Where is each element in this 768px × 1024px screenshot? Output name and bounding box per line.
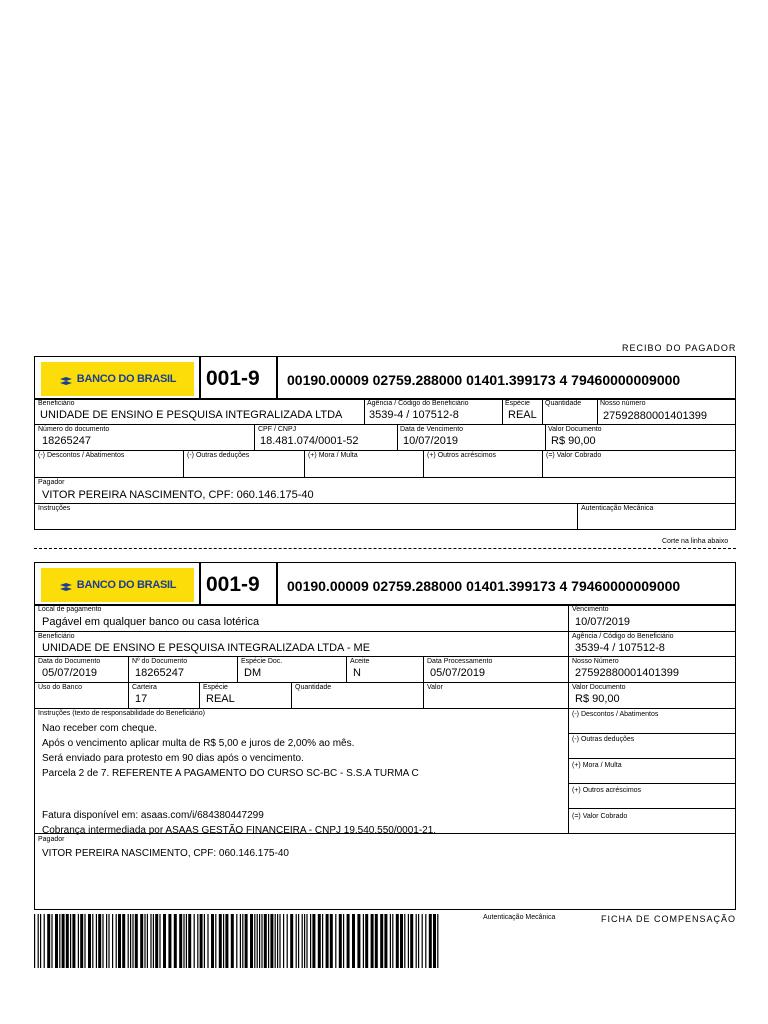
barcode-bar: [122, 914, 125, 968]
barcode-bar: [296, 914, 297, 968]
barcode-bar: [132, 914, 133, 968]
divider: [291, 683, 292, 708]
barcode-bar: [155, 914, 158, 968]
barcode-bar: [268, 914, 269, 968]
barcode-bar: [433, 914, 436, 968]
value-valor-documento: R$ 90,00: [575, 693, 620, 705]
barcode-bar: [144, 914, 145, 968]
barcode-bar: [306, 914, 307, 968]
barcode-bar: [194, 914, 195, 968]
barcode-bar: [270, 914, 273, 968]
value-especie-doc: DM: [244, 667, 262, 679]
divider: [128, 683, 129, 708]
label-especie-doc: Espécie Doc.: [241, 658, 283, 665]
divider: [34, 503, 736, 504]
label-outros-acrescimos: (+) Outros acréscimos: [572, 787, 642, 794]
divider: [568, 605, 569, 833]
barcode-bar: [225, 914, 228, 968]
divider: [568, 733, 736, 734]
value-beneficiario: UNIDADE DE ENSINO E PESQUISA INTEGRALIZADA LTDA - ME: [42, 642, 371, 654]
barcode-bar: [188, 914, 191, 968]
barcode-bar: [365, 914, 368, 968]
barcode-bar: [112, 914, 113, 968]
barcode-bar: [207, 914, 208, 968]
barcode-bar: [204, 914, 205, 968]
barcode-bar: [380, 914, 383, 968]
barcode-bar: [259, 914, 260, 968]
divider: [34, 450, 736, 451]
instruction-line: Cobrança intermediada por ASAAS GESTÃO FINANCEIRA - CNPJ 19.540.550/0001-21.: [42, 825, 437, 836]
value-num-documento: 18265247: [135, 667, 184, 679]
barcode-bar: [347, 914, 350, 968]
barcode-bar: [298, 914, 299, 968]
label-beneficiario: Beneficiário: [38, 633, 75, 640]
barcode-bar: [257, 914, 258, 968]
barcode-bar: [429, 914, 432, 968]
value-pagador: VITOR PEREIRA NASCIMENTO, CPF: 060.146.175-40: [42, 848, 289, 859]
barcode-bar: [59, 914, 60, 968]
value-valor-documento: R$ 90,00: [551, 435, 596, 447]
instruction-line: Parcela 2 de 7. REFERENTE A PAGAMENTO DO CURSO SC-BC - S.S.A TURMA C: [42, 768, 419, 779]
label-mora: (+) Mora / Multa: [572, 762, 622, 769]
barcode-bar: [47, 914, 50, 968]
label-instrucoes: Instruções: [38, 505, 71, 512]
instruction-line: Fatura disponível em: asaas.com/i/684380447299: [42, 810, 264, 821]
instruction-line: Após o vencimento aplicar multa de R$ 5,00 e juros de 2,00% ao mês.: [42, 738, 355, 749]
label-pagador: Pagador: [38, 479, 65, 486]
divider: [542, 399, 543, 424]
value-nosso-numero: 27592880001401399: [603, 410, 708, 422]
barcode-bar: [404, 914, 405, 968]
barcode-bar: [215, 914, 216, 968]
divider: [34, 424, 736, 425]
barcode-bar: [425, 914, 426, 968]
barcode-bar: [302, 914, 303, 968]
barcode-bar: [384, 914, 387, 968]
divider: [199, 356, 201, 399]
divider: [423, 451, 424, 477]
divider: [34, 631, 736, 632]
label-outras-deducoes: (-) Outras deduções: [572, 736, 635, 743]
label-vencimento: Data de Vencimento: [400, 426, 464, 433]
barcode-bar: [197, 914, 198, 968]
barcode-bar: [339, 914, 342, 968]
label-valor-documento: Valor Documento: [572, 684, 626, 691]
barcode-bar: [186, 914, 187, 968]
barcode-bar: [66, 914, 69, 968]
label-carteira: Carteira: [132, 684, 157, 691]
label-valor-cobrado: (=) Valor Cobrado: [572, 813, 628, 820]
barcode-bar: [261, 914, 262, 968]
value-aceite: N: [353, 667, 361, 679]
value-data-documento: 05/07/2019: [42, 667, 98, 679]
label-agencia: Agência / Código do Beneficiário: [572, 633, 674, 640]
barcode-bar: [277, 914, 278, 968]
barcode-bar: [135, 914, 138, 968]
barcode-bar: [92, 914, 93, 968]
barcode-bar: [44, 914, 45, 968]
barcode-bar: [264, 914, 267, 968]
label-agencia: Agência / Código do Beneficiário: [367, 400, 469, 407]
barcode-bar: [179, 914, 182, 968]
barcode-bar: [88, 914, 91, 968]
barcode-bar: [34, 914, 35, 968]
divider: [34, 656, 736, 657]
barcode-bar: [223, 914, 224, 968]
barcode-bar: [211, 914, 214, 968]
label-numero-documento: Número do documento: [38, 426, 110, 433]
barcode-bar: [279, 914, 280, 968]
barcode-bar: [310, 914, 311, 968]
divider: [568, 783, 736, 784]
barcode-bar: [62, 914, 65, 968]
barcode-bar: [183, 914, 184, 968]
value-data-processamento: 05/07/2019: [430, 667, 486, 679]
value-vencimento: 10/07/2019: [403, 435, 459, 447]
barcode-bar: [392, 914, 393, 968]
cut-line: [34, 548, 736, 549]
bank-code: 001-9: [206, 573, 260, 596]
divider: [254, 425, 255, 450]
barcode-bar: [108, 914, 109, 968]
barcode-bar: [200, 914, 203, 968]
barcode-bar: [106, 914, 107, 968]
bank-logo: [41, 362, 194, 396]
barcode-bar: [371, 914, 374, 968]
value-pagador: VITOR PEREIRA NASCIMENTO, CPF: 060.146.175-40: [42, 489, 314, 501]
label-descontos: (-) Descontos / Abatimentos: [38, 452, 125, 459]
label-nosso-numero: Nosso número: [600, 400, 646, 407]
barcode-bar: [290, 914, 293, 968]
barcode-bar: [150, 914, 151, 968]
barcode-bar: [363, 914, 364, 968]
divider: [34, 477, 736, 478]
label-data-processamento: Data Processamento: [427, 658, 493, 665]
label-quantidade: Quantidade: [295, 684, 332, 691]
label-data-documento: Data do Documento: [38, 658, 101, 665]
label-mora: (+) Mora / Multa: [308, 452, 358, 459]
label-local-pagamento: Local de pagamento: [38, 606, 102, 613]
digitable-line: 00190.00009 02759.288000 01401.399173 4 79460000009000: [287, 372, 681, 388]
divider: [34, 604, 736, 606]
barcode-bar: [318, 914, 321, 968]
barcode-bar: [287, 914, 288, 968]
value-cpf-cnpj: 18.481.074/0001-52: [260, 435, 359, 447]
barcode-bar: [408, 914, 409, 968]
value-nosso-numero: 27592880001401399: [575, 667, 680, 679]
bank-code: 001-9: [206, 367, 260, 390]
barcode-bar: [159, 914, 160, 968]
barcode-bar: [240, 914, 241, 968]
barcode-bar: [98, 914, 101, 968]
barcode-bar: [330, 914, 333, 968]
label-autenticacao-footer: Autenticação Mecânica: [483, 914, 556, 921]
barcode-bar: [70, 914, 71, 968]
label-nosso-numero: Nosso Número: [572, 658, 619, 665]
value-vencimento: 10/07/2019: [575, 616, 631, 628]
label-outras-deducoes: (-) Outras deduções: [187, 452, 250, 459]
label-valor-documento: Valor Documento: [548, 426, 602, 433]
divider: [568, 758, 736, 759]
value-local-pagamento: Pagável em qualquer banco ou casa lotérica: [42, 616, 260, 628]
barcode-bar: [96, 914, 97, 968]
label-num-documento: Nº do Documento: [132, 658, 188, 665]
cut-text: Corte na linha abaixo: [662, 538, 729, 545]
label-instrucoes: Instruções (texto de responsabilidade do Beneficiário): [38, 710, 205, 717]
barcode-bar: [78, 914, 79, 968]
label-vencimento: Vencimento: [572, 606, 609, 613]
divider: [423, 683, 424, 708]
bank-logo: [41, 568, 194, 602]
divider: [364, 399, 365, 424]
barcode-bar: [312, 914, 315, 968]
label-valor-cobrado: (=) Valor Cobrado: [546, 452, 602, 459]
barcode-bar: [275, 914, 276, 968]
value-beneficiario: UNIDADE DE ENSINO E PESQUISA INTEGRALIZADA LTDA: [40, 409, 343, 421]
barcode-bar: [322, 914, 323, 968]
divider: [34, 708, 736, 709]
divider: [346, 657, 347, 682]
divider: [304, 451, 305, 477]
label-cpf-cnpj: CPF / CNPJ: [258, 426, 297, 433]
barcode-bar: [168, 914, 171, 968]
divider: [34, 682, 736, 683]
divider: [128, 657, 129, 682]
label-uso-banco: Uso do Banco: [38, 684, 82, 691]
barcode-bar: [102, 914, 103, 968]
divider: [502, 399, 503, 424]
label-autenticacao: Autenticação Mecânica: [581, 505, 654, 512]
barcode-bar: [38, 914, 39, 968]
barcode-bar: [390, 914, 391, 968]
bank-logo-icon: [59, 374, 73, 384]
barcode-bar: [437, 914, 438, 968]
barcode-bar: [396, 914, 399, 968]
barcode-bar: [140, 914, 143, 968]
barcode-bar: [153, 914, 154, 968]
instruction-line: Nao receber com cheque.: [42, 723, 158, 734]
barcode-bar: [236, 914, 237, 968]
barcode-bar: [80, 914, 83, 968]
digitable-line: 00190.00009 02759.288000 01401.399173 4 79460000009000: [287, 578, 681, 594]
barcode-bar: [116, 914, 117, 968]
divider: [397, 425, 398, 450]
barcode-bar: [147, 914, 148, 968]
barcode-bar: [254, 914, 255, 968]
barcode-bar: [163, 914, 166, 968]
barcode-bar: [231, 914, 234, 968]
divider: [199, 562, 201, 605]
barcode-bar: [51, 914, 52, 968]
value-agencia: 3539-4 / 107512-8: [575, 642, 665, 654]
barcode-bar: [343, 914, 344, 968]
barcode-bar: [118, 914, 121, 968]
divider: [183, 451, 184, 477]
bank-logo-text: BANCO DO BRASIL: [76, 373, 177, 385]
divider: [545, 425, 546, 450]
barcode-bar: [375, 914, 378, 968]
divider: [568, 808, 736, 809]
barcode-bar: [40, 914, 41, 968]
barcode-bar: [418, 914, 419, 968]
barcode-bar: [283, 914, 284, 968]
divider: [542, 451, 543, 477]
barcode-bar: [335, 914, 336, 968]
divider: [237, 657, 238, 682]
receipt-header: RECIBO DO PAGADOR: [622, 343, 737, 353]
divider: [276, 562, 278, 605]
barcode-bar: [304, 914, 305, 968]
divider: [34, 833, 736, 834]
value-agencia: 3539-4 / 107512-8: [369, 409, 459, 421]
barcode-bar: [422, 914, 423, 968]
divider: [199, 683, 200, 708]
barcode-bar: [174, 914, 177, 968]
barcode-bar: [357, 914, 360, 968]
label-outros-acrescimos: (+) Outros acréscimos: [427, 452, 497, 459]
label-descontos: (-) Descontos / Abatimentos: [572, 711, 659, 718]
label-especie: Espécie: [505, 400, 530, 407]
barcode: [34, 914, 440, 968]
barcode-bar: [250, 914, 253, 968]
label-quantidade: Quantidade: [545, 400, 582, 407]
divider: [577, 503, 578, 529]
value-numero-documento: 18265247: [42, 435, 91, 447]
barcode-bar: [352, 914, 355, 968]
label-especie: Espécie: [203, 684, 228, 691]
footer-title: FICHA DE COMPENSAÇÃO: [601, 914, 737, 924]
barcode-bar: [245, 914, 248, 968]
barcode-bar: [326, 914, 329, 968]
barcode-bar: [72, 914, 75, 968]
label-beneficiario: Beneficiário: [38, 400, 75, 407]
divider: [276, 356, 278, 399]
instruction-line: Será enviado para protesto em 90 dias após o vencimento.: [42, 753, 304, 764]
barcode-bar: [55, 914, 58, 968]
value-especie: REAL: [508, 409, 537, 421]
label-pagador: Pagador: [38, 836, 65, 843]
barcode-bar: [130, 914, 131, 968]
bank-logo-text: BANCO DO BRASIL: [76, 579, 177, 591]
barcode-bar: [219, 914, 222, 968]
barcode-bar: [84, 914, 85, 968]
barcode-bar: [416, 914, 417, 968]
barcode-bar: [400, 914, 403, 968]
label-valor: Valor: [427, 684, 443, 691]
barcode-bar: [242, 914, 243, 968]
divider: [423, 657, 424, 682]
divider: [597, 399, 598, 424]
barcode-bar: [410, 914, 413, 968]
bank-logo-icon: [59, 580, 73, 590]
label-aceite: Aceite: [350, 658, 370, 665]
barcode-bar: [128, 914, 129, 968]
value-especie: REAL: [206, 693, 235, 705]
value-carteira: 17: [135, 693, 148, 705]
